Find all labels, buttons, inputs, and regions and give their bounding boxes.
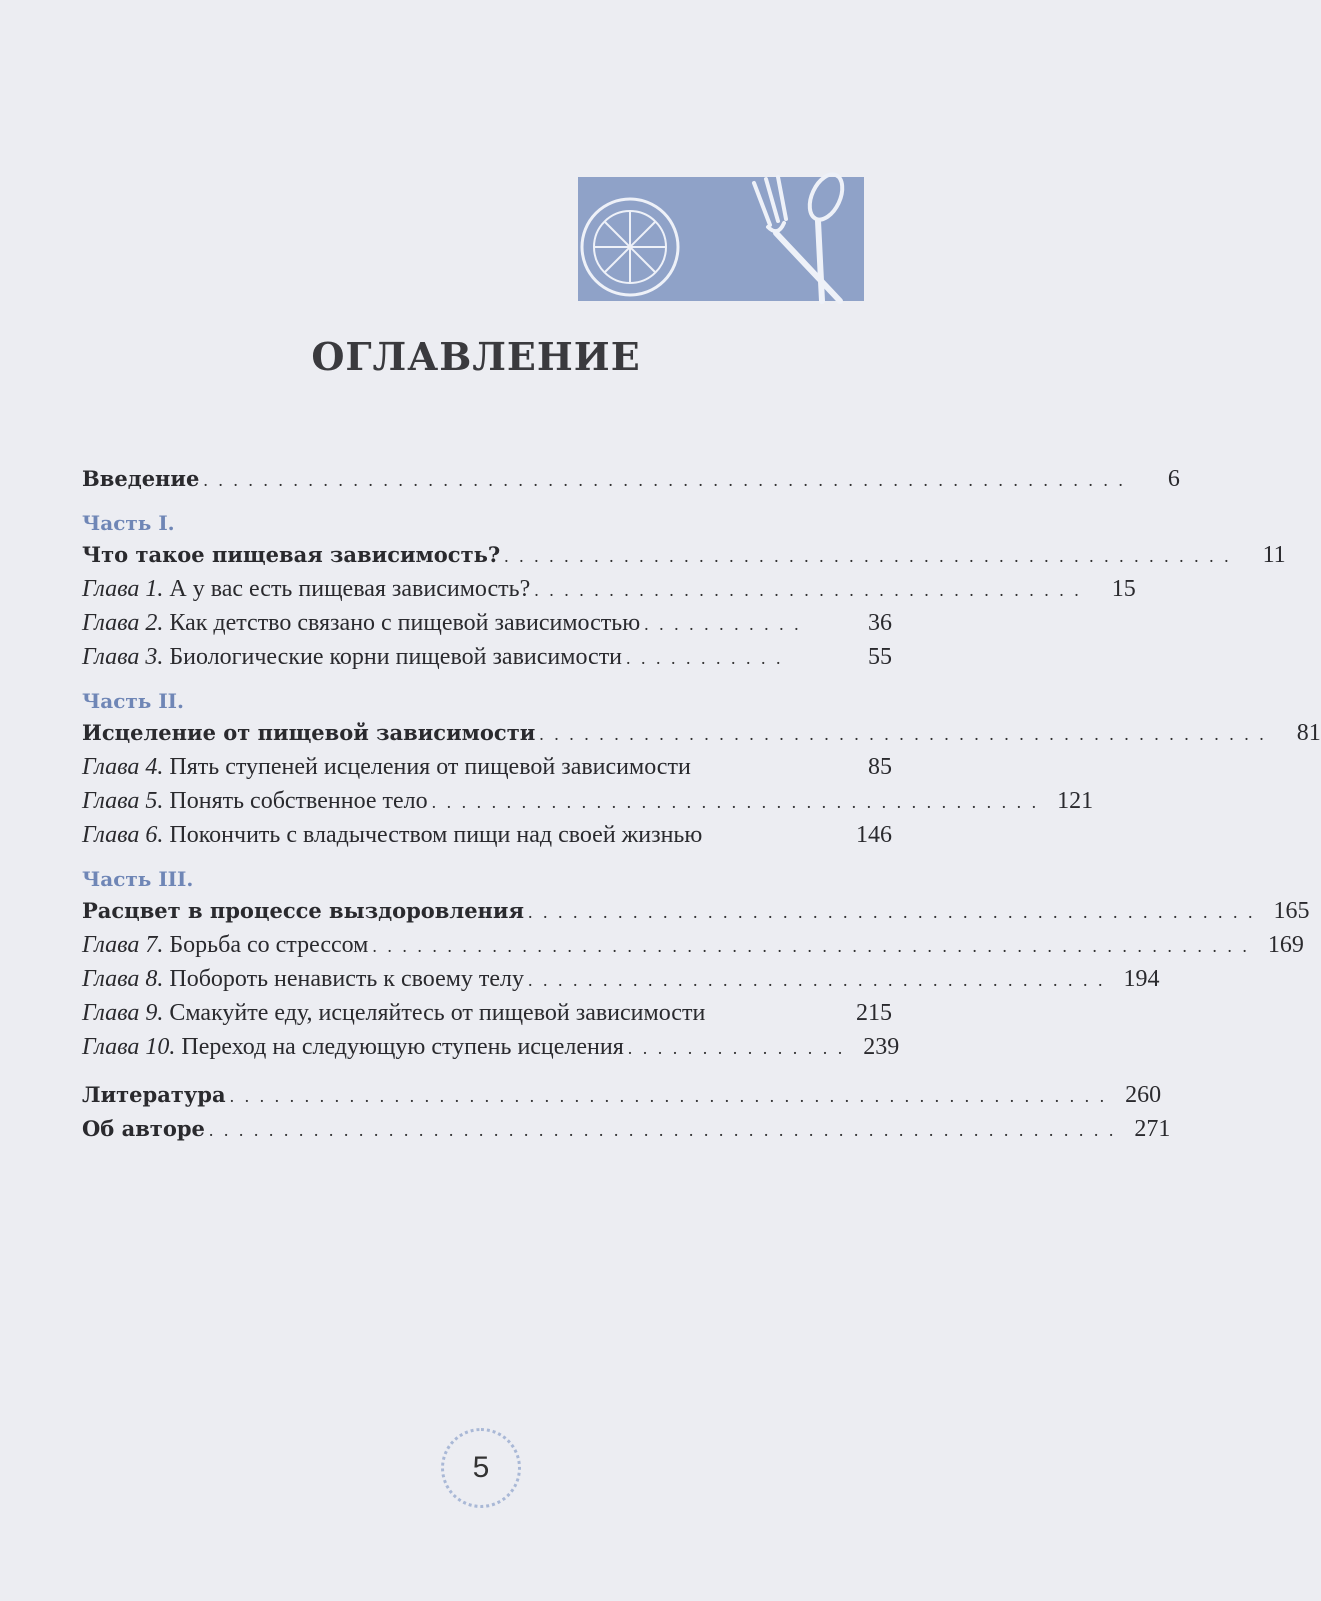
part-2-label: Часть II. — [82, 689, 185, 713]
toc-leader-dots: . . . . . . . . . . . . . . . . . . . . . . . . . . . . . . . . . . . . . . . . . . . . . . . . . — [539, 724, 1267, 744]
toc-entry-label — [82, 1030, 628, 1064]
part-1-label: Часть I. — [82, 511, 175, 535]
toc-entry-label: Исцеление от пищевой зависимости — [82, 716, 539, 750]
chapter-title: Покончить с владычеством пищи над своей жизнью — [169, 822, 703, 848]
toc-page-number: 81 — [1296, 720, 1321, 746]
page-number-badge — [441, 1428, 521, 1508]
fork-icon — [754, 177, 840, 301]
toc-leader-dots: . . . . . . . . . . . — [644, 614, 802, 634]
spoon-icon — [803, 169, 849, 301]
toc-page-number: 260 — [1125, 1082, 1162, 1108]
toc-leader-dots: . . . . . . . . . . . . . . . . . . . . . . . . . . . . . . . . . . . . . . . . . . . . . . . . . — [528, 902, 1256, 922]
toc-page-number: 55 — [868, 644, 892, 670]
chapter-prefix: Глава 1. — [82, 576, 164, 602]
toc-leader-dots: . . . . . . . . . . . . . . . . . . . . . . . . . . . . . . . . . . . . . . . . . . . . . . . . . . . . . . . . . . . . . . — [203, 470, 1126, 490]
table-of-contents — [82, 462, 1321, 1146]
chapter-title: Как детство связано с пищевой зависимостью — [169, 610, 641, 636]
toc-leader-dots: . . . . . . . . . . . — [626, 648, 784, 668]
chapter-title: Смакуйте еду, исцеляйтесь от пищевой зависимости — [169, 1000, 706, 1026]
toc-leader-dots: . . . . . . . . . . . . . . . — [627, 1038, 846, 1058]
chapter-prefix: Глава 2. — [82, 610, 164, 636]
toc-entry-label — [82, 962, 528, 996]
toc-leader-dots: . . . . . . . . . . . . . . . . . . . . . . . . . . . . . . . . . . . . . . . . . — [431, 792, 1040, 812]
toc-entry-literature[interactable] — [82, 1078, 1162, 1112]
toc-leader-dots: . . . . . . . . . . . . . . . . . . . . . . . . . . . . . . . . . . . . . — [534, 580, 1082, 600]
toc-leader-dots: . . . . . . . . . . . . . . . . . . . . . . . . . . . . . . . . . . . . . . . . . . . . . . . . . . . . . . . . . . . — [229, 1086, 1108, 1106]
toc-entry-chapter-5[interactable] — [82, 784, 1094, 818]
part-3-label: Часть III. — [82, 867, 194, 891]
toc-entry-part-1[interactable] — [82, 538, 1286, 572]
toc-page-number: 215 — [856, 1000, 892, 1026]
toc-page-number: 271 — [1134, 1116, 1171, 1142]
toc-entry-label: Литература — [82, 1078, 230, 1112]
toc-entry-part-3[interactable] — [82, 894, 1310, 928]
chapter-prefix: Глава 3. — [82, 644, 164, 670]
page-title: ОГЛАВЛЕНИЕ — [311, 334, 641, 379]
toc-entry-part-2[interactable] — [82, 716, 1321, 750]
toc-entry-label: Введение — [82, 462, 203, 496]
toc-entry-label — [82, 996, 709, 1030]
chapter-prefix: Глава 10. — [82, 1034, 176, 1060]
toc-page-number: 6 — [1167, 466, 1180, 492]
chapter-title: А у вас есть пищевая зависимость? — [169, 576, 531, 602]
chapter-prefix: Глава 9. — [82, 1000, 164, 1026]
lemon-slice-icon — [582, 199, 678, 295]
chapter-prefix: Глава 6. — [82, 822, 164, 848]
toc-entry-chapter-10[interactable] — [82, 1030, 900, 1064]
toc-page-number: 165 — [1273, 898, 1310, 924]
toc-entry-label — [82, 750, 695, 784]
chapter-prefix: Глава 8. — [82, 966, 164, 992]
chapter-prefix: Глава 5. — [82, 788, 164, 814]
toc-entry-label — [82, 784, 432, 818]
toc-entry-label — [82, 928, 372, 962]
toc-page-number: 85 — [868, 754, 892, 780]
toc-entry-label — [82, 818, 706, 852]
toc-entry-label: Что такое пищевая зависимость? — [82, 538, 504, 572]
chapter-title: Борьба со стрессом — [169, 932, 369, 958]
chapter-title: Побороть ненависть к своему телу — [169, 966, 525, 992]
chapter-title: Пять ступеней исцеления от пищевой зависимости — [169, 754, 691, 780]
toc-page-number: 169 — [1267, 932, 1304, 958]
toc-entry-chapter-2[interactable] — [82, 606, 892, 640]
toc-page-number: 36 — [868, 610, 892, 636]
toc-entry-chapter-7[interactable] — [82, 928, 1304, 962]
toc-entry-label — [82, 572, 534, 606]
toc-entry-label: Об авторе — [82, 1112, 209, 1146]
toc-page-number: 15 — [1111, 576, 1136, 602]
page-number: 5 — [472, 1451, 490, 1484]
chapter-title: Понять собственное тело — [169, 788, 428, 814]
chapter-prefix: Глава 7. — [82, 932, 164, 958]
toc-page-number: 11 — [1262, 542, 1286, 568]
toc-entry-label — [82, 640, 626, 674]
toc-page-number: 146 — [856, 822, 892, 848]
toc-leader-dots: . . . . . . . . . . . . . . . . . . . . . . . . . . . . . . . . . . . . . . . . . . . . . . . . . — [504, 546, 1232, 566]
toc-entry-chapter-8[interactable] — [82, 962, 1160, 996]
chapter-title: Биологические корни пищевой зависимости — [169, 644, 623, 670]
toc-leader-dots: . . . . . . . . . . . . . . . . . . . . . . . . . . . . . . . . . . . . . . . . . . . . . . . . . . . . . . . . . . . . . — [208, 1120, 1117, 1140]
toc-entry-about-author[interactable] — [82, 1112, 1171, 1146]
toc-leader-dots: . . . . . . . . . . . . . . . . . . . . . . . . . . . . . . . . . . . . . . . . . . . . . . . . . . . . . . . . . . . — [372, 936, 1250, 956]
toc-entry-chapter-6[interactable] — [82, 818, 892, 852]
toc-entry-chapter-3[interactable] — [82, 640, 892, 674]
chapter-prefix: Глава 4. — [82, 754, 164, 780]
toc-entry-chapter-9[interactable] — [82, 996, 892, 1030]
toc-leader-dots: . . . . . . . . . . . . . . . . . . . . . . . . . . . . . . . . . . . . . . . — [528, 970, 1106, 990]
toc-entry-label — [82, 606, 644, 640]
toc-entry-chapter-4[interactable] — [82, 750, 892, 784]
chapter-title: Переход на следующую ступень исцеления — [181, 1034, 624, 1060]
toc-page-number: 121 — [1057, 788, 1094, 814]
toc-page-number: 194 — [1123, 966, 1160, 992]
toc-entry-label: Расцвет в процессе выздоровления — [82, 894, 528, 928]
decorative-banner — [578, 177, 864, 301]
toc-entry-chapter-1[interactable] — [82, 572, 1136, 606]
toc-entry-intro[interactable] — [82, 462, 1180, 496]
toc-page-number: 239 — [863, 1034, 900, 1060]
